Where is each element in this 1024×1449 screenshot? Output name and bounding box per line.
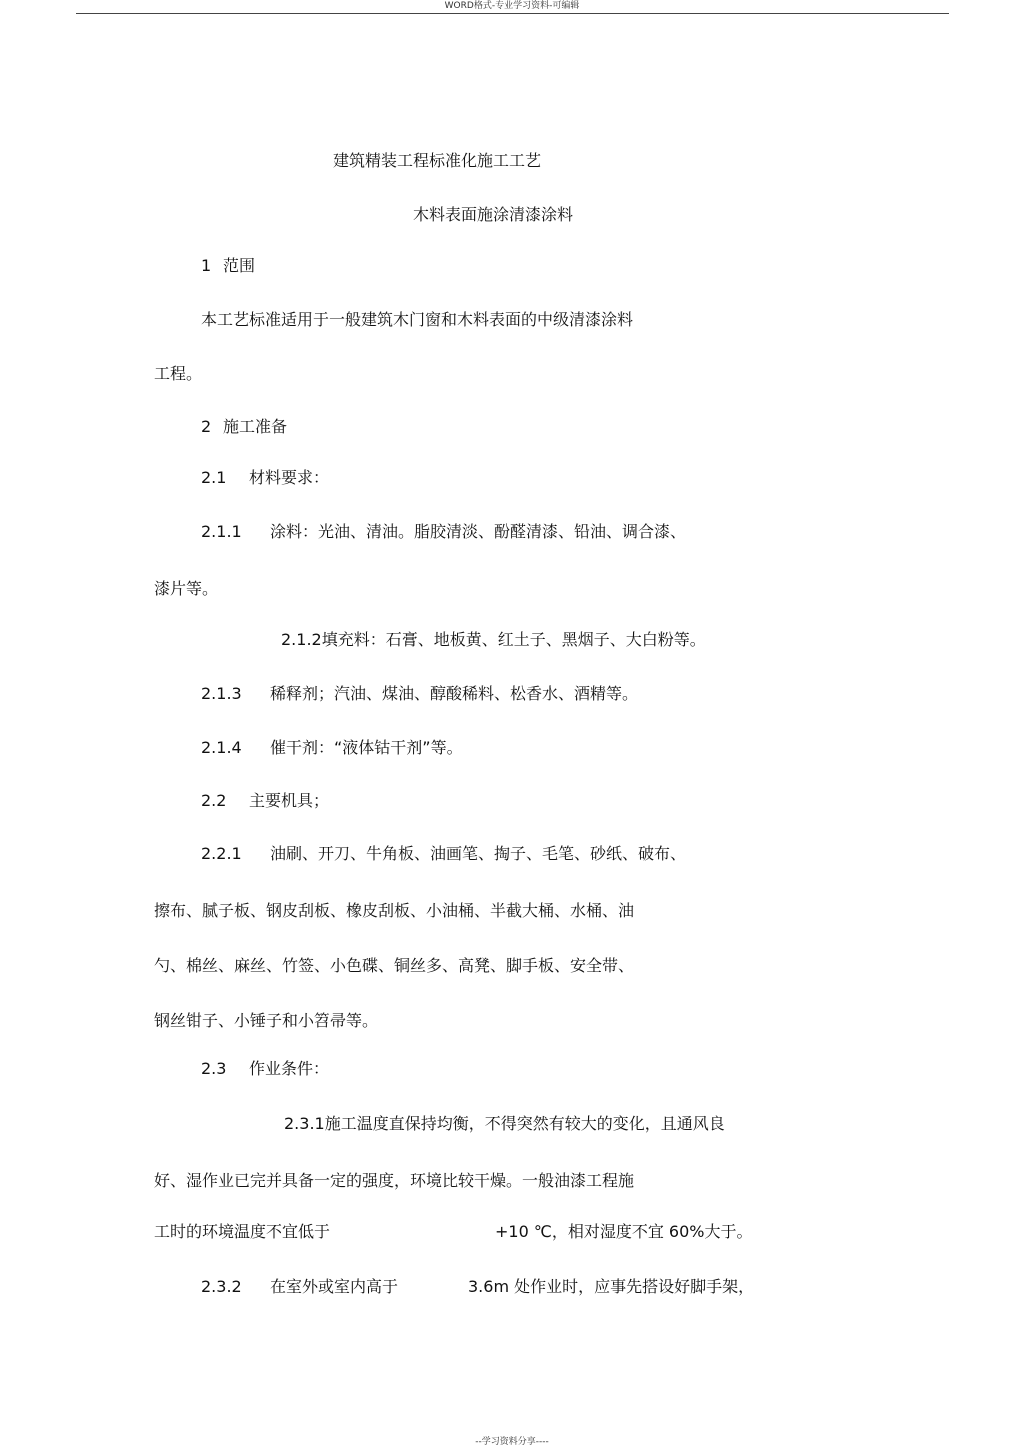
section-1-paragraph-line-1: 本工艺标准适用于一般建筑木门窗和木料表面的中级清漆涂料 xyxy=(201,310,634,329)
page-header: WORD格式-专业学习资料-可编辑 xyxy=(444,1,580,11)
section-2-heading xyxy=(201,416,287,438)
item-2-3-2-text-right: 3.6m 处作业时，应事先搭设好脚手架， xyxy=(468,1277,755,1296)
item-2-2-1-line-1 xyxy=(201,843,686,865)
item-2-1-1-number: 2.1.1 xyxy=(201,522,242,541)
section-1-number: 1 xyxy=(201,256,212,275)
item-2-1-2: 2.1.2填充料：石膏、地板黄、红土子、黑烟子、大白粉等。 xyxy=(281,630,706,649)
item-2-1-3 xyxy=(201,683,638,705)
section-1-heading xyxy=(201,255,255,277)
item-2-2-1-line-3: 勺、棉丝、麻丝、竹签、小色碟、铜丝多、高凳、脚手板、安全带、 xyxy=(154,956,635,975)
item-2-3-1-line-2: 好、湿作业已完并具备一定的强度，环境比较干燥。一般油漆工程施 xyxy=(154,1171,635,1190)
item-2-1-1-line-1 xyxy=(201,521,686,543)
subsection-2-3 xyxy=(201,1058,329,1080)
item-2-1-1-line-2: 漆片等。 xyxy=(154,579,219,598)
item-2-3-1-line-3-left: 工时的环境温度不宜低于 xyxy=(154,1222,331,1241)
section-1-title: 范围 xyxy=(223,256,256,275)
subsection-2-3-text: 作业条件： xyxy=(249,1059,330,1078)
subsection-2-2-text: 主要机具； xyxy=(249,791,330,810)
item-2-2-1-line-4: 钢丝钳子、小锤子和小笤帚等。 xyxy=(154,1011,379,1030)
section-1-paragraph-line-2: 工程。 xyxy=(154,364,203,383)
subsection-2-1 xyxy=(201,467,329,489)
item-2-2-1-text: 油刷、开刀、牛角板、油画笔、掏子、毛笔、砂纸、破布、 xyxy=(270,844,687,863)
item-2-1-1-text: 涂料：光油、清油。脂胶清淡、酚醛清漆、铅油、调合漆、 xyxy=(270,522,687,541)
item-2-3-2-number: 2.3.2 xyxy=(201,1277,242,1296)
document-subtitle: 木料表面施涂清漆涂料 xyxy=(413,205,574,224)
item-2-1-3-text: 稀释剂；汽油、煤油、醇酸稀料、松香水、酒精等。 xyxy=(270,684,639,703)
item-2-3-2-text-left: 在室外或室内高于 xyxy=(270,1277,399,1296)
section-2-number: 2 xyxy=(201,417,212,436)
item-2-1-4-number: 2.1.4 xyxy=(201,738,242,757)
subsection-2-3-number: 2.3 xyxy=(201,1059,227,1078)
document-title: 建筑精装工程标准化施工工艺 xyxy=(333,151,542,170)
section-2-title: 施工准备 xyxy=(223,417,288,436)
subsection-2-1-number: 2.1 xyxy=(201,468,227,487)
header-divider xyxy=(76,13,949,14)
subsection-2-1-text: 材料要求： xyxy=(249,468,330,487)
item-2-1-3-number: 2.1.3 xyxy=(201,684,242,703)
item-2-2-1-line-2: 擦布、腻子板、钢皮刮板、橡皮刮板、小油桶、半截大桶、水桶、油 xyxy=(154,901,635,920)
item-2-3-1-line-3-right: +10 ℃，相对湿度不宜 60%大于。 xyxy=(495,1222,753,1241)
item-2-3-1-line-1: 2.3.1施工温度直保持均衡，不得突然有较大的变化，且通风良 xyxy=(284,1114,725,1133)
page-footer: --学习资料分享---- xyxy=(475,1437,549,1447)
item-2-1-4 xyxy=(201,737,463,759)
item-2-2-1-number: 2.2.1 xyxy=(201,844,242,863)
item-2-1-4-text: 催干剂：“液体钴干剂”等。 xyxy=(270,738,463,757)
subsection-2-2-number: 2.2 xyxy=(201,791,227,810)
subsection-2-2 xyxy=(201,790,329,812)
